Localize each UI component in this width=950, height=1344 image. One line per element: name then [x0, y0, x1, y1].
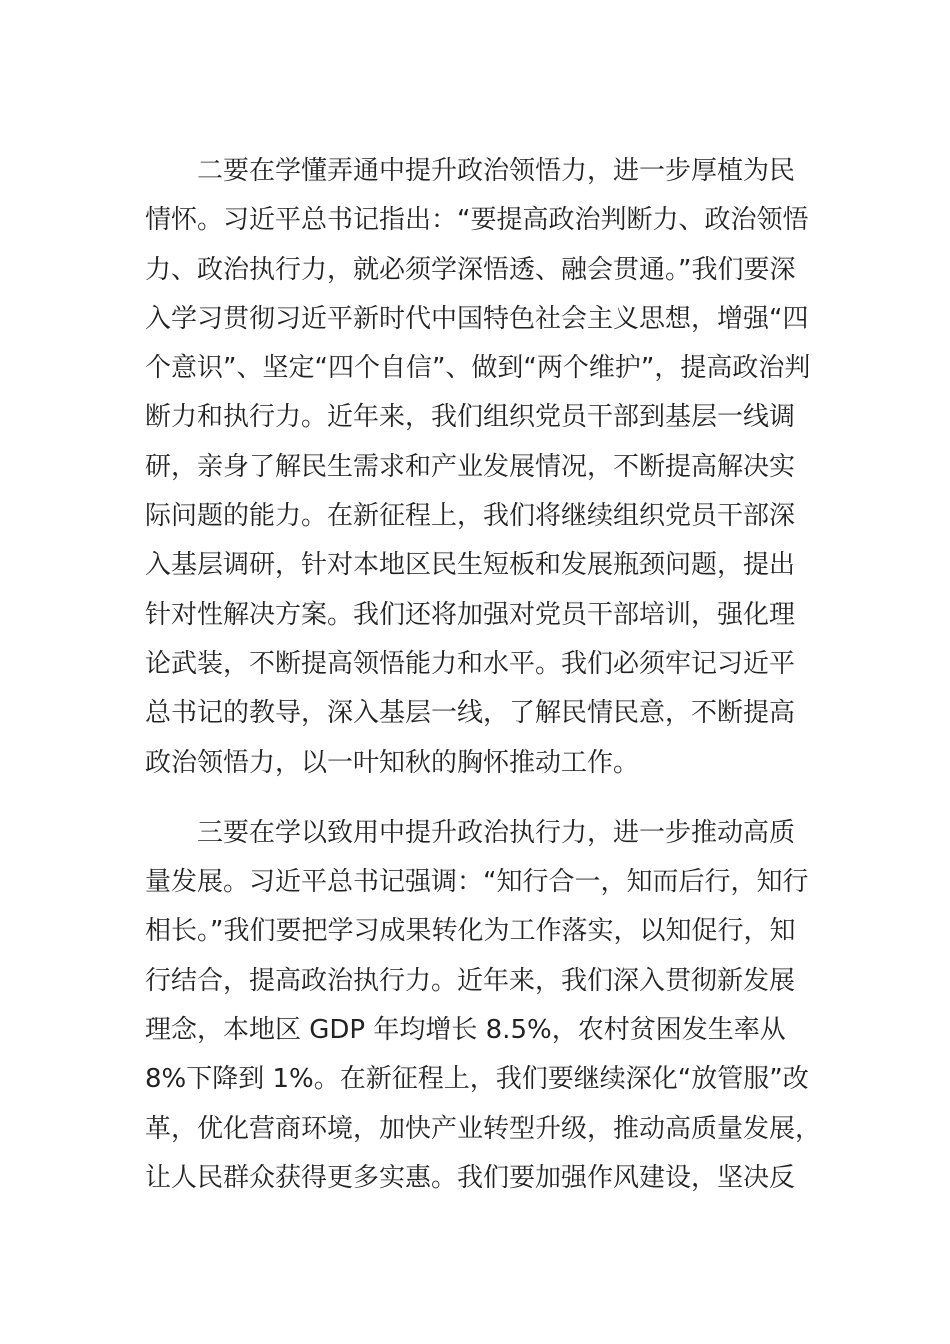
text-line: 量发展。习近平总书记强调：“知行合一，知而后行，知行	[145, 867, 809, 898]
text-line: 行结合，提高政治执行力。近年来，我们深入贯彻新发展	[145, 965, 796, 996]
text-line: 论武装，不断提高领悟能力和水平。我们必须牢记习近平	[145, 648, 796, 679]
text-line: 三要在学以致用中提升政治执行力，进一步推动高质	[197, 817, 796, 848]
text-line: 针对性解决方案。我们还将加强对党员干部培训，强化理	[145, 599, 796, 630]
text-line: 入基层调研，针对本地区民生短板和发展瓶颈问题，提出	[145, 550, 796, 581]
text-line: 政治领悟力，以一叶知秋的胸怀推动工作。	[145, 747, 640, 778]
text-line: 相长。”我们要把学习成果转化为工作落实，以知促行，知	[145, 916, 796, 947]
text-line: 断力和执行力。近年来，我们组织党员干部到基层一线调	[145, 402, 796, 433]
text-line: 8%下降到 1%。在新征程上，我们要继续深化“放管服”改	[145, 1064, 809, 1095]
text-line: 总书记的教导，深入基层一线，了解民情民意，不断提高	[145, 698, 796, 729]
document-body	[145, 147, 822, 1203]
text-line: 二要在学懂弄通中提升政治领悟力，进一步厚植为民	[197, 156, 796, 186]
text-line: 际问题的能力。在新征程上，我们将继续组织党员干部深	[145, 501, 796, 532]
paragraph-political-comprehension	[145, 147, 811, 788]
text-line: 研，亲身了解民生需求和产业发展情况，不断提高解决实	[145, 451, 796, 482]
text-line: 入学习贯彻习近平新时代中国特色社会主义思想，增强“四	[145, 303, 809, 334]
text-line: 让人民群众获得更多实惠。我们要加强作风建设，坚决反	[145, 1162, 796, 1193]
paragraph-spacer	[145, 788, 805, 809]
text-line: 个意识”、坚定“四个自信”、做到“两个维护”，提高政治判	[145, 353, 811, 384]
text-line: 革，优化营商环境，加快产业转型升级，推动高质量发展，	[145, 1113, 822, 1144]
text-line: 情怀。习近平总书记指出：“要提高政治判断力、政治领悟	[145, 205, 809, 236]
text-line: 力、政治执行力，就必须学深悟透、融会贯通。”我们要深	[145, 254, 796, 285]
text-line: 理念，本地区 GDP 年均增长 8.5%，农村贫困发生率从	[145, 1015, 786, 1046]
paragraph-political-execution	[145, 809, 822, 1203]
